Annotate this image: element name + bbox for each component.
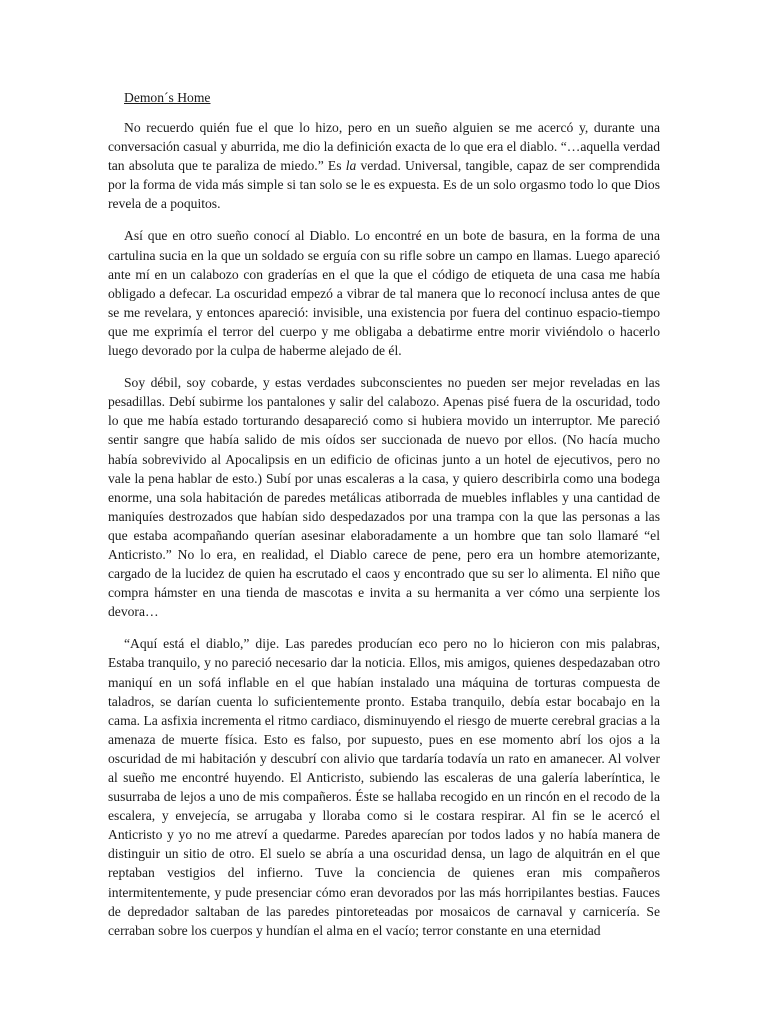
paragraph-1-emphasis: la [345, 158, 357, 174]
paragraph-3: Soy débil, soy cobarde, y estas verdades subconscientes no pueden ser mejor reveladas en las pesadillas. Debí subirme los pantalones y salir del calabozo. Apenas pisé fuera de la oscuridad, todo lo que me había estado torturando desapareció como si hubiera movido un interruptor. Me pareció sentir sangre que había salido de mis oídos ser succionada de nuevo por ellos. (No hacía mucho había sobrevivido al Apocalipsis en un edificio de oficinas junto a un hotel de ejecutivos, pero no vale la pena hablar de esto.) Subí por unas escaleras a la casa, y quiero describirla como una bodega enorme, una sola habitación de paredes metálicas atiborrada de muebles inflables y una cantidad de maniquíes destrozados que habían sido despedazados por una trampa con la que las personas a las que estaba acompañando querían asesinar elaboradamente a un hombre que tan solo llamaré “el Anticristo.” No lo era, en realidad, el Diablo carece de pene, pero era un hombre atemorizante, cargado de la lucidez de quien ha escrutado el caos y encontrado que su ser lo alimenta. El niño que compra hámster en una tienda de mascotas e invita a su hermanita a ver cómo una serpiente los devora… [108, 375, 660, 620]
document-page [108, 88, 660, 940]
paragraph-4: “Aquí está el diablo,” dije. Las paredes producían eco pero no lo hicieron con mis palabras, Estaba tranquilo, y no pareció necesario dar la noticia. Ellos, mis amigos, quienes despedazaban otro maniquí en un sofá inflable en el que habían instalado una máquina de torturas compuesta de taladros, se darían cuenta lo suficientemente pronto. Estaba tranquilo, debía estar bocabajo en la cama. La asfixia incrementa el ritmo cardiaco, disminuyendo el riesgo de muerte cerebral gracias a la amenaza de muerte física. Esto es falso, por supuesto, pues en ese momento abrí los ojos a la oscuridad de mi habitación y descubrí con alivio que tardaría todavía un rato en amanecer. Al volver al sueño me encontré huyendo. El Anticristo, subiendo las escaleras de una galería laberíntica, le susurraba de lejos a uno de mis compañeros. Éste se hallaba recogido en un rincón en el recodo de la escalera, y envejecía, se arrugaba y lloraba como si le costara respirar. Al fin se le acercó el Anticristo y yo no me atreví a quedarme. Paredes aparecían por todos lados y no había manera de distinguir un sitio de otro. El suelo se abría a una oscuridad densa, un lago de alquitrán en el que reptaban vestigios del infierno. Tuve la conciencia de quienes eran mis compañeros intermitentemente, y pude presenciar cómo eran devorados por las más horripilantes bestias. Fauces de depredador saltaban de las paredes pintoreteadas por mosaicos de carnaval y carnicería. Se cerraban sobre los cuerpos y hundían el alma en el vacío; terror constante en una eternidad [108, 636, 660, 938]
paragraph-1 [108, 118, 660, 213]
paragraph-1-text-a: No recuerdo quién fue el que lo hizo, pero en un sueño alguien se me acercó y, durante una conversación casual y aburrida, me dio la definición exacta de lo que era el diablo. “…aquella verdad tan absoluta que te paraliza de miedo.” Es [108, 120, 660, 174]
paragraph-2: Así que en otro sueño conocí al Diablo. Lo encontré en un bote de basura, en la forma de una cartulina sucia en la que un soldado se erguía con su rifle sobre un campo en llamas. Luego apareció ante mí en un calabozo con graderías en el que la que el código de etiqueta de una casa me había obligado a defecar. La oscuridad empezó a vibrar de tal manera que lo reconocí inclusa antes de que se me revelara, y entonces apareció: invisible, una existencia por fuera del continuo espacio-tiempo que me exprimía el terror del cuerpo y me obligaba a debatirme entre morir viviéndolo o hacerlo luego devorado por la culpa de haberme alejado de él. [108, 228, 660, 359]
document-title: Demon´s Home [124, 90, 211, 105]
paragraph-1-text-b: verdad. Universal, tangible, capaz de ser comprendida por la forma de vida más simple si tan solo se le es expuesta. Es de un solo orgasmo todo lo que Dios revela de a poquitos. [108, 158, 660, 212]
